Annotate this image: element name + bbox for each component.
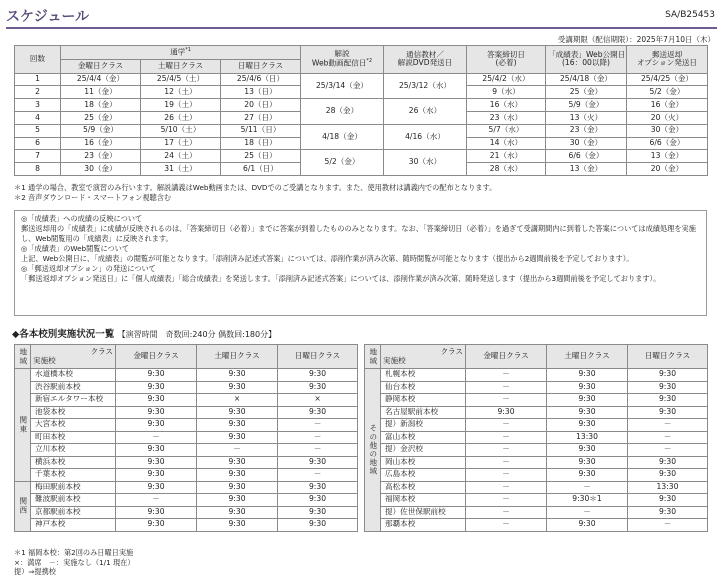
- sat-time: 9:30: [197, 369, 278, 382]
- sat-date: 25/4/5（土）: [141, 73, 221, 86]
- fri-time: －: [466, 381, 547, 394]
- sat-time: 9:30＊1: [547, 494, 628, 507]
- sun-date: 25（日）: [221, 150, 301, 163]
- fri-time: 9:30: [116, 419, 197, 432]
- sat-time: 9:30: [547, 394, 628, 407]
- sat-time: 9:30: [547, 419, 628, 432]
- web-publish-date: 5/9（金）: [546, 99, 627, 112]
- campus-name: 横浜本校: [31, 456, 116, 469]
- dvd-ship-date: 4/16（水）: [384, 124, 467, 150]
- fri-time: 9:30: [466, 406, 547, 419]
- campus-name: 静岡本校: [381, 394, 466, 407]
- sat-time: 9:30: [197, 456, 278, 469]
- sat-time: 9:30: [547, 469, 628, 482]
- note-text: ＊2 音声ダウンロード・スマートフォン視聴含む: [14, 193, 172, 203]
- fri-date: 16（金）: [61, 137, 141, 150]
- header-sat: 土曜日クラス: [197, 345, 278, 369]
- sun-time: 9:30: [278, 456, 358, 469]
- dvd-ship-date: 25/3/12（水）: [384, 73, 467, 99]
- submit-deadline: 28（水）: [467, 163, 546, 176]
- sat-time: 9:30: [197, 519, 278, 532]
- fri-time: 9:30: [116, 456, 197, 469]
- campus-row: [365, 444, 708, 457]
- fri-time: 9:30: [116, 406, 197, 419]
- campus-row: [365, 431, 708, 444]
- campus-row: [365, 406, 708, 419]
- campus-name: 池袋本校: [31, 406, 116, 419]
- round-number: 4: [15, 111, 61, 124]
- note-text: ＊1 福岡本校：第2回のみ日曜日実施: [14, 548, 134, 557]
- campus-row: [365, 494, 708, 507]
- header-class-campus: クラス 実施校: [381, 345, 466, 369]
- schedule-row: [15, 73, 708, 86]
- campus-name: 水道橋本校: [31, 369, 116, 382]
- fri-time: －: [466, 494, 547, 507]
- page-title: スケジュール: [6, 9, 90, 25]
- round-number: 8: [15, 163, 61, 176]
- sun-time: ×: [278, 394, 358, 407]
- sat-time: 9:30: [197, 469, 278, 482]
- campus-name: 仙台本校: [381, 381, 466, 394]
- note-text: ×：満席 －：実施なし（1/1 現在）: [14, 557, 135, 567]
- campus-row: [365, 481, 708, 494]
- sun-date: 27（日）: [221, 111, 301, 124]
- header-sat: 土曜日クラス: [141, 59, 221, 73]
- submit-deadline: 9（水）: [467, 86, 546, 99]
- campus-row: [365, 369, 708, 382]
- campus-row: [15, 494, 358, 507]
- note-text: ＊1 通学の場合、教室で演習のみ行います。解説講義はWeb動画または、DVDでのご受講となります。また、使用教材は講義内での配布となります。: [14, 183, 497, 192]
- header-region: 地域: [365, 345, 381, 369]
- campus-row: [15, 369, 358, 382]
- submit-deadline: 25/4/2（水）: [467, 73, 546, 86]
- campus-table-right: [364, 344, 708, 532]
- sat-time: 9:30: [547, 369, 628, 382]
- schedule-row: [15, 150, 708, 163]
- sun-time: －: [628, 431, 708, 444]
- campus-name: 梅田駅前本校: [31, 481, 116, 494]
- header-fri: 金曜日クラス: [61, 59, 141, 73]
- sat-date: 26（土）: [141, 111, 221, 124]
- fri-date: 18（金）: [61, 99, 141, 112]
- campus-table-left: [14, 344, 358, 532]
- web-publish-date: 25（金）: [546, 86, 627, 99]
- sat-time: 13:30: [547, 431, 628, 444]
- sat-date: 5/10（土）: [141, 124, 221, 137]
- sun-time: 9:30: [278, 381, 358, 394]
- return-ship-date: 16（金）: [627, 99, 708, 112]
- round-number: 7: [15, 150, 61, 163]
- campus-name: 新宿エルタワー本校: [31, 394, 116, 407]
- sun-time: 9:30: [628, 394, 708, 407]
- fri-time: －: [466, 519, 547, 532]
- campus-row: [365, 456, 708, 469]
- header-fri: 金曜日クラス: [116, 345, 197, 369]
- sat-time: ×: [197, 394, 278, 407]
- fri-date: 30（金）: [61, 163, 141, 176]
- campus-name: 富山本校: [381, 431, 466, 444]
- info-heading: ◎「成績表」への成績の反映について: [21, 214, 143, 223]
- sun-date: 18（日）: [221, 137, 301, 150]
- header-class-campus: クラス 実施校: [31, 345, 116, 369]
- web-publish-date: 6/6（金）: [546, 150, 627, 163]
- campus-row: [365, 394, 708, 407]
- fri-date: 25/4/4（金）: [61, 73, 141, 86]
- sun-time: 9:30: [628, 469, 708, 482]
- campus-name: 千葉本校: [31, 469, 116, 482]
- sun-time: －: [628, 444, 708, 457]
- fri-time: 9:30: [116, 381, 197, 394]
- campus-row: [15, 394, 358, 407]
- campus-row: [365, 519, 708, 532]
- fri-time: －: [466, 444, 547, 457]
- campus-name: 提）金沢校: [381, 444, 466, 457]
- fri-time: 9:30: [116, 519, 197, 532]
- round-number: 1: [15, 73, 61, 86]
- fri-time: 9:30: [116, 481, 197, 494]
- sun-time: 9:30: [278, 519, 358, 532]
- campus-section-title: ◆各本校別実施状況一覧 【演習時間 奇数回:240分 偶数回:180分】: [12, 329, 277, 340]
- schedule-notes: [14, 183, 496, 203]
- campus-row: [15, 456, 358, 469]
- sun-time: 9:30: [278, 506, 358, 519]
- sun-date: 25/4/6（日）: [221, 73, 301, 86]
- header-sun: 日曜日クラス: [628, 345, 708, 369]
- header-class: 通学$^{*1}$: [61, 46, 301, 60]
- sun-time: －: [278, 419, 358, 432]
- campus-row: [15, 406, 358, 419]
- campus-name: 名古屋駅前本校: [381, 406, 466, 419]
- sun-date: 5/11（日）: [221, 124, 301, 137]
- campus-name: 渋谷駅前本校: [31, 381, 116, 394]
- sat-date: 17（土）: [141, 137, 221, 150]
- return-ship-date: 30（金）: [627, 124, 708, 137]
- web-release-date: 28（金）: [301, 99, 384, 125]
- round-number: 3: [15, 99, 61, 112]
- campus-row: [365, 381, 708, 394]
- fri-time: －: [466, 456, 547, 469]
- fri-time: 9:30: [116, 469, 197, 482]
- sat-date: 12（土）: [141, 86, 221, 99]
- sat-time: －: [197, 444, 278, 457]
- campus-notes: [14, 548, 135, 577]
- sat-time: 9:30: [547, 519, 628, 532]
- campus-name: 京都駅前本校: [31, 506, 116, 519]
- fri-time: 9:30: [116, 394, 197, 407]
- campus-row: [15, 381, 358, 394]
- header-sun: 日曜日クラス: [221, 59, 301, 73]
- sun-date: 6/1（日）: [221, 163, 301, 176]
- sun-time: 9:30: [278, 369, 358, 382]
- fri-time: －: [466, 506, 547, 519]
- campus-name: 那覇本校: [381, 519, 466, 532]
- sun-date: 20（日）: [221, 99, 301, 112]
- sun-time: 9:30: [628, 456, 708, 469]
- round-number: 5: [15, 124, 61, 137]
- title-rule: [6, 27, 717, 29]
- campus-name: 福岡本校: [381, 494, 466, 507]
- submit-deadline: 23（水）: [467, 111, 546, 124]
- sun-time: 9:30: [278, 481, 358, 494]
- sun-time: 9:30: [628, 506, 708, 519]
- fri-time: 9:30: [116, 369, 197, 382]
- web-publish-date: 23（金）: [546, 124, 627, 137]
- campus-row: [15, 469, 358, 482]
- region-label: その他の地域: [365, 369, 381, 532]
- sat-time: 9:30: [197, 381, 278, 394]
- sat-time: －: [547, 481, 628, 494]
- sat-date: 31（土）: [141, 163, 221, 176]
- submit-deadline: 5/7（水）: [467, 124, 546, 137]
- web-publish-date: 25/4/18（金）: [546, 73, 627, 86]
- schedule-table: [14, 45, 708, 176]
- sat-time: 9:30: [547, 456, 628, 469]
- sat-time: 9:30: [197, 481, 278, 494]
- sun-time: －: [628, 419, 708, 432]
- fri-time: －: [116, 494, 197, 507]
- campus-row: [15, 444, 358, 457]
- sat-time: 9:30: [197, 506, 278, 519]
- sun-time: －: [278, 444, 358, 457]
- campus-name: 広島本校: [381, 469, 466, 482]
- sat-time: 9:30: [547, 406, 628, 419]
- sun-date: 13（日）: [221, 86, 301, 99]
- dvd-ship-date: 30（水）: [384, 150, 467, 176]
- submit-deadline: 16（水）: [467, 99, 546, 112]
- course-code: SA/B25453: [665, 10, 715, 20]
- campus-name: 提）佐世保駅前校: [381, 506, 466, 519]
- sun-time: 13:30: [628, 481, 708, 494]
- region-label: 関西: [15, 481, 31, 531]
- web-publish-date: 13（金）: [546, 163, 627, 176]
- fri-time: －: [116, 431, 197, 444]
- sun-time: －: [628, 519, 708, 532]
- fri-time: 9:30: [116, 444, 197, 457]
- round-number: 2: [15, 86, 61, 99]
- header-return: 郵送返却 オプション発送日: [627, 46, 708, 74]
- sat-time: －: [547, 506, 628, 519]
- sun-time: －: [278, 431, 358, 444]
- info-text: 「郵送返却オプション発送日」に「個人成績表」「総合成績表」を発送します。「添削済み記述式答案」については、添削作業が済み次第、随時発送します（提出から3週間前後を予定しております）。: [21, 273, 661, 283]
- fri-time: －: [466, 481, 547, 494]
- web-publish-date: 30（金）: [546, 137, 627, 150]
- sun-time: 9:30: [278, 494, 358, 507]
- header-publish: 「成績表」Web公開日 (16：00以降): [546, 46, 627, 74]
- schedule-row: [15, 99, 708, 112]
- sat-time: 9:30: [197, 419, 278, 432]
- campus-name: 提）新潟校: [381, 419, 466, 432]
- sat-time: 9:30: [547, 381, 628, 394]
- web-release-date: 5/2（金）: [301, 150, 384, 176]
- sun-time: 9:30: [628, 494, 708, 507]
- campus-row: [365, 506, 708, 519]
- sun-time: －: [278, 469, 358, 482]
- return-ship-date: 20（金）: [627, 163, 708, 176]
- fri-time: －: [466, 431, 547, 444]
- submit-deadline: 14（水）: [467, 137, 546, 150]
- header-dvd: 通信教材／ 解説DVD発送日: [384, 46, 467, 74]
- web-publish-date: 13（火）: [546, 111, 627, 124]
- sat-time: 9:30: [197, 431, 278, 444]
- fri-time: －: [466, 419, 547, 432]
- note-text: 提）⇒提携校: [14, 567, 56, 577]
- header-sun: 日曜日クラス: [278, 345, 358, 369]
- region-label: 関東: [15, 369, 31, 482]
- info-box: [14, 210, 707, 316]
- campus-name: 札幌本校: [381, 369, 466, 382]
- sun-time: 9:30: [278, 406, 358, 419]
- return-ship-date: 5/2（金）: [627, 86, 708, 99]
- round-number: 6: [15, 137, 61, 150]
- sat-time: 9:30: [547, 444, 628, 457]
- campus-name: 立川本校: [31, 444, 116, 457]
- info-heading: ◎「成績表」のWeb閲覧について: [21, 243, 130, 253]
- info-text: 郵送返却用の「成績表」に成績が反映されるのは、「答案締切日（必着）」までに答案が到着したもののみとなります。なお、「答案締切日（必着）」を過ぎて受講期間内に到着した答案については成績処理を実施し、Web閲覧用の「成績表」に反映されます。: [21, 223, 696, 243]
- info-heading: ◎「郵送返却オプション」の発送について: [21, 263, 156, 273]
- info-text: 上記、Web公開日に、「成績表」の閲覧が可能となります。「添削済み記述式答案」については、添削作業が済み次第、随時閲覧が可能となります（提出から2週間前後を予定しております）。: [21, 253, 634, 263]
- fri-date: 25（金）: [61, 111, 141, 124]
- campus-name: 神戸本校: [31, 519, 116, 532]
- campus-row: [365, 469, 708, 482]
- header-fri: 金曜日クラス: [466, 345, 547, 369]
- fri-date: 23（金）: [61, 150, 141, 163]
- header-region: 地域: [15, 345, 31, 369]
- fri-date: 5/9（金）: [61, 124, 141, 137]
- campus-name: 町田本校: [31, 431, 116, 444]
- sun-time: 9:30: [628, 406, 708, 419]
- campus-name: 難波駅前本校: [31, 494, 116, 507]
- submit-deadline: 21（水）: [467, 150, 546, 163]
- web-release-date: 4/18（金）: [301, 124, 384, 150]
- web-release-date: 25/3/14（金）: [301, 73, 384, 99]
- campus-row: [15, 506, 358, 519]
- sat-date: 19（土）: [141, 99, 221, 112]
- sun-time: 9:30: [628, 369, 708, 382]
- sun-time: 9:30: [628, 381, 708, 394]
- header-no: 回数: [15, 46, 61, 74]
- dvd-ship-date: 26（水）: [384, 99, 467, 125]
- campus-row: [365, 419, 708, 432]
- campus-row: [15, 431, 358, 444]
- campus-name: 大宮本校: [31, 419, 116, 432]
- schedule-row: [15, 124, 708, 137]
- campus-row: [15, 419, 358, 432]
- return-ship-date: 25/4/25（金）: [627, 73, 708, 86]
- return-ship-date: 20（火）: [627, 111, 708, 124]
- header-web: 解説 Web動画配信日$^{*2}$: [301, 46, 384, 74]
- header-submit: 答案締切日 (必着): [467, 46, 546, 74]
- sat-time: 9:30: [197, 494, 278, 507]
- header-sat: 土曜日クラス: [547, 345, 628, 369]
- fri-time: －: [466, 369, 547, 382]
- fri-time: 9:30: [116, 506, 197, 519]
- return-ship-date: 13（金）: [627, 150, 708, 163]
- sat-date: 24（土）: [141, 150, 221, 163]
- campus-name: 高松本校: [381, 481, 466, 494]
- deadline-text: 受講期限（配信期限）：2025年7月10日（木）: [557, 35, 715, 44]
- fri-time: －: [466, 394, 547, 407]
- campus-row: [15, 519, 358, 532]
- fri-time: －: [466, 469, 547, 482]
- fri-date: 11（金）: [61, 86, 141, 99]
- return-ship-date: 6/6（金）: [627, 137, 708, 150]
- campus-name: 岡山本校: [381, 456, 466, 469]
- sat-time: 9:30: [197, 406, 278, 419]
- campus-row: [15, 481, 358, 494]
